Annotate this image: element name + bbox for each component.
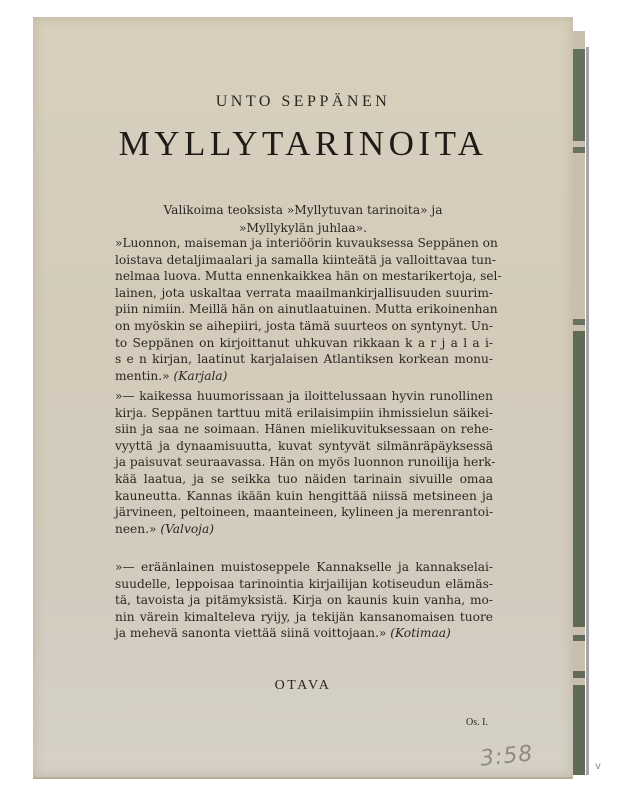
quote-source: (Valvoja) <box>160 521 214 536</box>
spine-band <box>573 685 585 775</box>
quote-last-line <box>115 625 493 642</box>
quote-line: ja paisuvat seuraavassa. Hän on myös luonnon runoilija herk- <box>115 455 496 470</box>
subtitle-line: »Myllykylän juhlaa». <box>239 221 367 235</box>
book-spine <box>573 31 585 775</box>
quote-line: kää laatua, ja se seikka tuo näiden tarinain sivuille omaa <box>115 471 493 486</box>
quote-line: suudelle, leppoisaa tarinointia kirjailijan kotiseudun elämäs- <box>115 576 493 591</box>
quote-line: nin värein kimalteleva ryijy, ja tekijän kansanomaisen tuore <box>115 609 493 624</box>
subtitle-line: Valikoima teoksista »Myllytuvan tarinoita» ja <box>163 203 443 217</box>
quote-line: »— kaikessa huumorissaan ja iloittelussaan hyvin runollinen <box>115 389 493 403</box>
quote-line: järvineen, peltoineen, maanteineen, kylineen ja merenrantoi- <box>115 505 494 520</box>
spine-band <box>573 331 585 627</box>
spine-band <box>573 49 585 141</box>
review-quote-kotimaa <box>115 559 493 642</box>
quote-source: (Kotimaa) <box>390 626 451 641</box>
series-mark: Os. I. <box>466 717 488 728</box>
pencil-mark: v <box>595 761 601 772</box>
quote-line: neen.» <box>115 521 157 536</box>
quote-line: piin nimiin. Meillä hän on ainutlaatuinen. Mutta erikoinenhan <box>115 302 498 317</box>
review-quote-karjala <box>115 235 502 384</box>
spine-band <box>573 635 585 641</box>
pencil-price-note: 3:58 <box>478 741 535 772</box>
quote-source: (Karjala) <box>173 368 228 383</box>
quote-line: to Seppänen on kirjoittanut uhkuvan rikkaan k a r j a l a i- <box>115 335 493 350</box>
book <box>33 17 601 777</box>
back-cover <box>33 17 601 779</box>
quote-line: tä, tavoista ja pitämyksistä. Kirja on kaunis kuin vanha, mo- <box>115 593 493 608</box>
spine-edge <box>586 47 589 775</box>
quote-line: loistava detaljimaalari ja samalla kiinteätä ja valloittavaa tun- <box>115 252 496 267</box>
quote-line: nelmaa luova. Mutta ennenkaikkea hän on mestarikertoja, sel- <box>115 269 502 284</box>
subtitle <box>143 201 463 237</box>
quote-line: on myöskin se aihepiiri, josta tämä suurteos on syntynyt. Un- <box>115 318 493 333</box>
quote-line: »— eräänlainen muistoseppele Kannakselle ja kannakselai- <box>115 560 493 574</box>
quote-line: mentin.» <box>115 368 170 383</box>
quote-line: ja mehevä sanonta viettää siinä voittojaan.» <box>115 626 387 641</box>
spine-band <box>573 627 585 635</box>
quote-last-line <box>115 368 493 385</box>
quote-line: »Luonnon, maiseman ja interiöörin kuvauksessa Seppänen on <box>115 236 498 250</box>
quote-line: siin ja saa ne soimaan. Hänen mielikuvituksessaan on rehe- <box>115 422 493 437</box>
quote-line: kauneutta. Kannas ikään kuin hengittää niissä metsineen ja <box>115 488 493 503</box>
author-name: UNTO SEPPÄNEN <box>215 93 391 110</box>
quote-line: vyyttä ja dynaamisuutta, kuvat syntyvät silmänräpäyksessä <box>115 438 493 453</box>
quote-line: kirja. Seppänen tarttuu mitä erilaisimpiin ihmissielun säikei- <box>115 405 493 420</box>
spine-band <box>573 671 585 678</box>
quote-line: lainen, jota uskaltaa verrata maailmankirjallisuuden suurim- <box>115 285 493 300</box>
spine-band <box>573 319 585 325</box>
quote-line: s e n kirjan, laatinut karjalaisen Atlantiksen korkean monu- <box>115 352 493 367</box>
spine-band <box>573 147 585 153</box>
book-title: MYLLYTARINOITA <box>118 124 488 163</box>
review-quote-valvoja <box>115 388 496 537</box>
quote-last-line <box>115 521 493 538</box>
publisher-name: OTAVA <box>274 678 332 693</box>
